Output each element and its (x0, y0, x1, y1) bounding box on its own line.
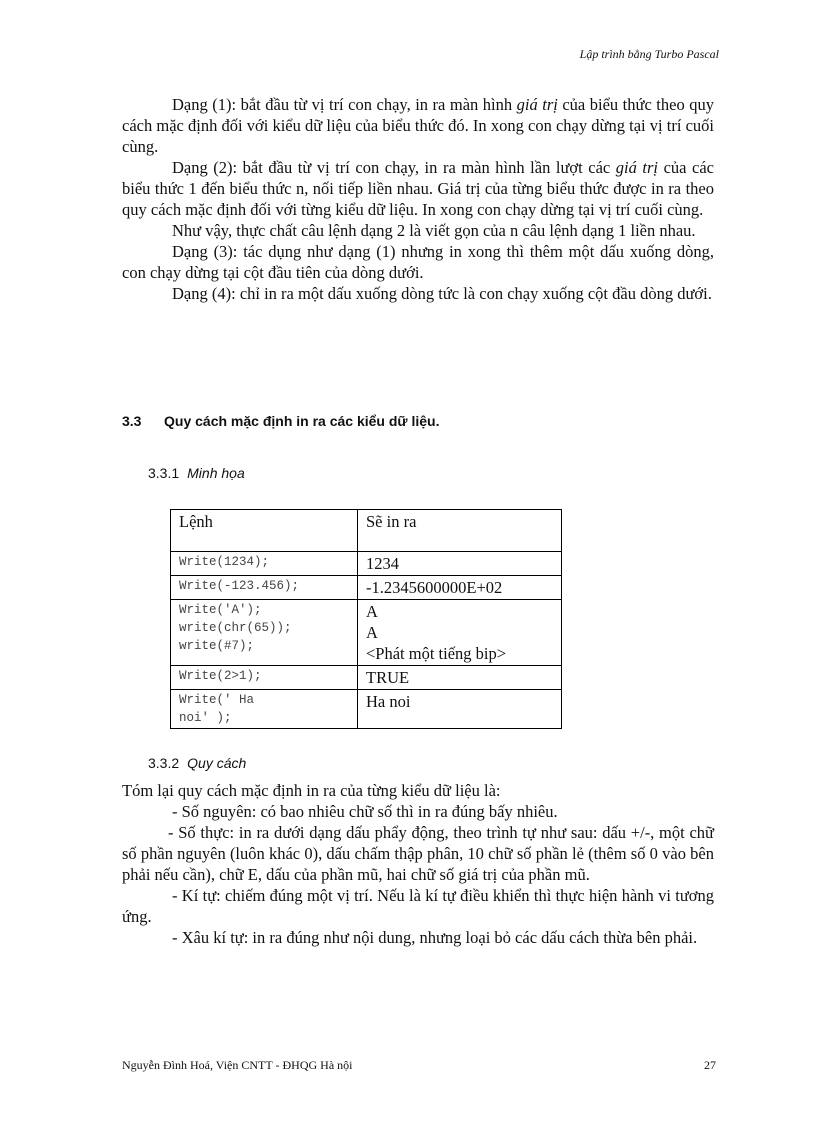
emphasis-text: giá trị (516, 95, 558, 114)
summary-item-real: - Số thực: in ra dưới dạng dấu phẩy động, theo trình tự như sau: dấu +/-, một chữ số phần nguyên (luôn khác 0), dấu chấm thập phân, 10 chữ số phần lẻ (thêm số 0 vào bên phải nếu cần), chữ E, dấu của phần mũ, hai chữ số giá trị của phần mũ. (122, 823, 714, 884)
paragraph-form-1 (122, 94, 714, 157)
subsection-heading-illustration (148, 465, 245, 481)
subsection-number: 3.3.1 (148, 465, 180, 481)
table-row (171, 552, 562, 576)
page-number: 27 (704, 1058, 716, 1072)
subsection-title: Quy cách (187, 755, 247, 771)
paragraph-text: của biểu thức theo quy cách mặc định đối với kiểu dữ liệu của biểu thức đó. In xong con chạy dừng tại vị trí cuối cùng. (122, 95, 714, 156)
body-paragraphs (122, 94, 714, 304)
example-table (170, 509, 562, 729)
paragraph-form-2 (122, 157, 714, 220)
running-header: Lập trình bằng Turbo Pascal (579, 47, 719, 61)
section-number: 3.3 (122, 413, 142, 429)
subsection-title: Minh họa (187, 465, 245, 481)
summary-item-integer: - Số nguyên: có bao nhiêu chữ số thì in ra đúng bấy nhiêu. (172, 802, 558, 821)
subsection-number: 3.3.2 (148, 755, 180, 771)
section-title: Quy cách mặc định in ra các kiểu dữ liệu. (164, 413, 440, 429)
table-row (171, 600, 562, 666)
section-heading (122, 413, 439, 429)
command-cell: Write(' Ha noi' ); (171, 690, 358, 729)
output-cell: TRUE (358, 666, 562, 690)
command-cell: Write(-123.456); (171, 576, 358, 600)
table-header-row (171, 510, 562, 552)
paragraph-form-3: Dạng (3): tác dụng như dạng (1) nhưng in xong thì thêm một dấu xuống dòng, con chạy dừng tại cột đầu tiên của dòng dưới. (122, 242, 714, 282)
paragraph-text: của các biểu thức 1 đến biểu thức n, nối tiếp liền nhau. Giá trị của từng biểu thức được in ra theo quy cách mặc định đối với từng kiểu dữ liệu. In xong con chạy dừng tại vị trí cuối cùng. (122, 158, 714, 219)
summary-intro: Tóm lại quy cách mặc định in ra của từng kiểu dữ liệu là: (122, 781, 501, 800)
summary-section (122, 780, 714, 948)
output-cell: A A <Phát một tiếng bip> (358, 600, 562, 666)
command-cell: Write(2>1); (171, 666, 358, 690)
table-row (171, 576, 562, 600)
output-cell: Ha noi (358, 690, 562, 729)
paragraph-text: Dạng (2): bắt đầu từ vị trí con chạy, in ra màn hình lần lượt các (172, 158, 616, 177)
table-row (171, 666, 562, 690)
summary-item-char: - Kí tự: chiếm đúng một vị trí. Nếu là kí tự điều khiển thì thực hiện hành vi tương ứng. (122, 886, 714, 926)
command-cell: Write('A'); write(chr(65)); write(#7); (171, 600, 358, 666)
paragraph-text: Dạng (1): bắt đầu từ vị trí con chạy, in ra màn hình (172, 95, 517, 114)
table-row (171, 690, 562, 729)
paragraph-form-4: Dạng (4): chỉ in ra một dấu xuống dòng tức là con chạy xuống cột đầu dòng dưới. (172, 284, 712, 303)
command-cell: Write(1234); (171, 552, 358, 576)
subsection-heading-format (148, 755, 246, 771)
table-header-cell: Sẽ in ra (358, 510, 562, 552)
paragraph-note: Như vậy, thực chất câu lệnh dạng 2 là viết gọn của n câu lệnh dạng 1 liền nhau. (172, 221, 696, 240)
output-cell: -1.2345600000E+02 (358, 576, 562, 600)
footer-author: Nguyễn Đình Hoá, Viện CNTT - ĐHQG Hà nội (122, 1058, 353, 1072)
table-header-cell: Lệnh (171, 510, 358, 552)
output-cell: 1234 (358, 552, 562, 576)
emphasis-text: giá trị (615, 158, 659, 177)
summary-item-string: - Xâu kí tự: in ra đúng như nội dung, nhưng loại bỏ các dấu cách thừa bên phải. (172, 928, 698, 947)
